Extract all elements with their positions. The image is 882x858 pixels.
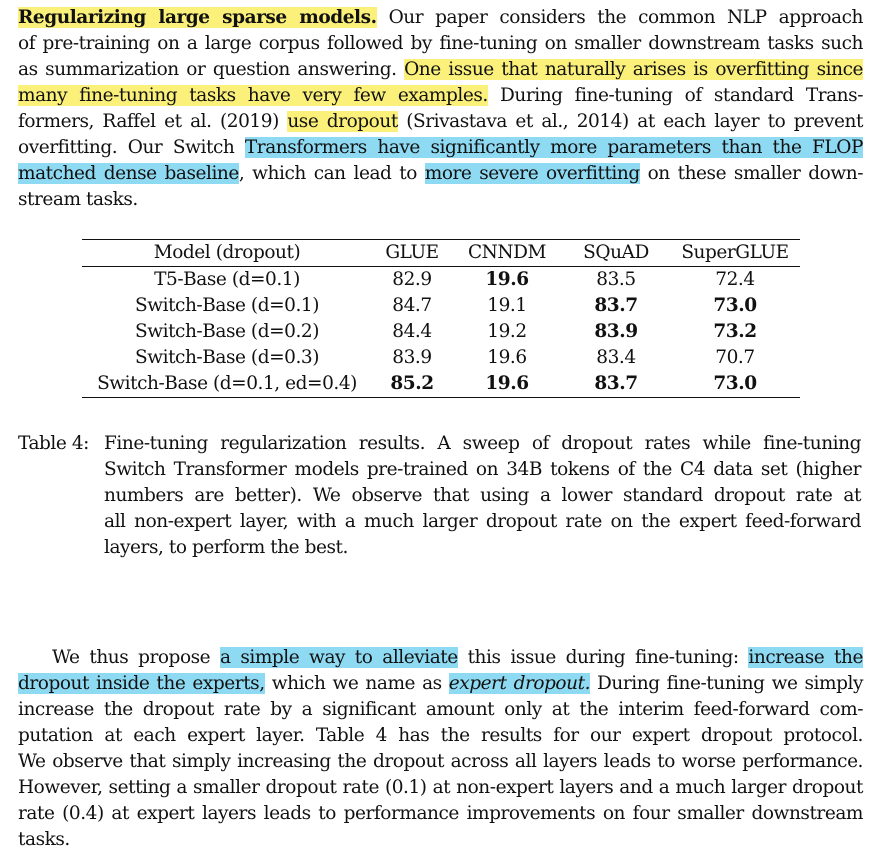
text-span: , which can lead to	[238, 163, 425, 184]
table-cell: 19.1	[487, 295, 527, 316]
table-cell: 85.2	[390, 373, 434, 394]
table-cell: Switch-Base (d=0.1)	[135, 295, 319, 316]
table-row	[82, 319, 800, 345]
text-line	[18, 671, 863, 697]
text-span: Our paper considers the common NLP approach	[376, 7, 863, 28]
table-row	[82, 267, 800, 294]
table-cell: 70.7	[715, 347, 755, 368]
highlight-yellow: One issue that naturally arises is overfitting since	[404, 59, 863, 80]
text-span: We thus propose	[52, 647, 220, 668]
caption-label: Table 4:	[18, 433, 89, 454]
table-cell: 72.4	[715, 269, 755, 290]
table-cell: Switch-Base (d=0.2)	[135, 321, 319, 342]
text-line	[18, 57, 863, 83]
text-line	[18, 135, 863, 161]
table-cell: 83.9	[392, 347, 432, 368]
text-line: increase the dropout rate by a significant amount only at the interim feed-forward com-	[18, 699, 863, 720]
text-span: formers, Raffel et al. (2019)	[18, 111, 288, 132]
table-cell: 19.6	[487, 347, 527, 368]
column-header: Model (dropout)	[82, 240, 372, 267]
highlight-blue: dropout inside the experts,	[18, 673, 265, 694]
text-line	[18, 5, 863, 31]
text-line	[18, 161, 863, 187]
table-cell: 84.4	[392, 321, 432, 342]
table-header-row	[82, 240, 800, 267]
text-line: tasks.	[18, 829, 70, 850]
highlight-yellow: use dropout	[287, 111, 398, 132]
table-cell: 73.0	[713, 373, 757, 394]
column-header: CNNDM	[452, 240, 562, 267]
table-row	[82, 371, 800, 398]
caption-line: all non-expert layer, with a much larger dropout rate on the expert feed-forward	[104, 511, 861, 532]
text-span: (Srivastava et al., 2014) at each layer to prevent	[397, 111, 863, 132]
table-cell: 84.7	[392, 295, 432, 316]
text-line: of pre-training on a large corpus followed by fine-tuning on smaller downstream tasks such	[18, 33, 863, 54]
table-cell: 73.2	[713, 321, 757, 342]
text-line: putation at each expert layer. Table 4 has the results for our expert dropout protocol.	[18, 725, 863, 746]
text-line: rate (0.4) at expert layers leads to performance improvements on four smaller downstream	[18, 803, 863, 824]
column-header: SuperGLUE	[670, 240, 800, 267]
column-header: GLUE	[372, 240, 452, 267]
text-span: overfitting. Our Switch	[18, 137, 245, 158]
table-cell: 83.7	[594, 295, 638, 316]
text-line: However, setting a smaller dropout rate (0.1) at non-expert layers and a much larger dropout	[18, 777, 863, 798]
table-row	[82, 345, 800, 371]
column-header: SQuAD	[562, 240, 670, 267]
highlight-blue: more severe overfitting	[424, 163, 640, 184]
table-cell: 83.7	[594, 373, 638, 394]
caption-line: numbers are better). We observe that using a lower standard dropout rate at	[104, 485, 861, 506]
text-span: which we name as	[264, 673, 449, 694]
text-span: as summarization or question answering.	[18, 59, 405, 80]
text-line: stream tasks.	[18, 189, 138, 210]
text-span: During fine-tuning of standard Trans-	[487, 85, 863, 106]
table-cell: 83.5	[596, 269, 636, 290]
table-cell: T5-Base (d=0.1)	[154, 269, 300, 290]
text-line	[52, 645, 863, 671]
caption-line: Fine-tuning regularization results. A sweep of dropout rates while fine-tuning	[104, 433, 861, 454]
table-cell: 82.9	[392, 269, 432, 290]
text-line	[18, 109, 863, 135]
highlight-blue: Transformers have significantly more parameters than the FLOP	[244, 137, 863, 158]
highlight-blue: matched dense baseline	[18, 163, 239, 184]
text-span: on these smaller down-	[639, 163, 864, 184]
text-line	[18, 83, 863, 109]
highlight-blue: increase the	[748, 647, 863, 668]
table-cell: 83.9	[594, 321, 638, 342]
table-cell: Switch-Base (d=0.3)	[135, 347, 319, 368]
highlight-blue: a simple way to alleviate	[219, 647, 458, 668]
table-cell: 19.2	[487, 321, 527, 342]
highlight-blue: expert dropout.	[448, 673, 590, 694]
table-cell: 83.4	[596, 347, 636, 368]
caption-line: layers, to perform the best.	[104, 537, 348, 558]
table-cell: Switch-Base (d=0.1, ed=0.4)	[97, 373, 357, 394]
caption-line: Switch Transformer models pre-trained on 34B tokens of the C4 data set (higher	[104, 459, 861, 480]
text-span: this issue during fine-tuning:	[457, 647, 749, 668]
text-line: We observe that simply increasing the dropout across all layers leads to worse performance.	[18, 751, 863, 772]
section-heading: Regularizing large sparse models.	[18, 7, 377, 28]
table-row	[82, 293, 800, 319]
results-table	[82, 239, 800, 398]
table-cell: 73.0	[713, 295, 757, 316]
highlight-yellow: many fine-tuning tasks have very few examples.	[18, 85, 488, 106]
text-span: During fine-tuning we simply	[590, 673, 863, 694]
table-cell: 19.6	[485, 269, 529, 290]
table-cell: 19.6	[485, 373, 529, 394]
